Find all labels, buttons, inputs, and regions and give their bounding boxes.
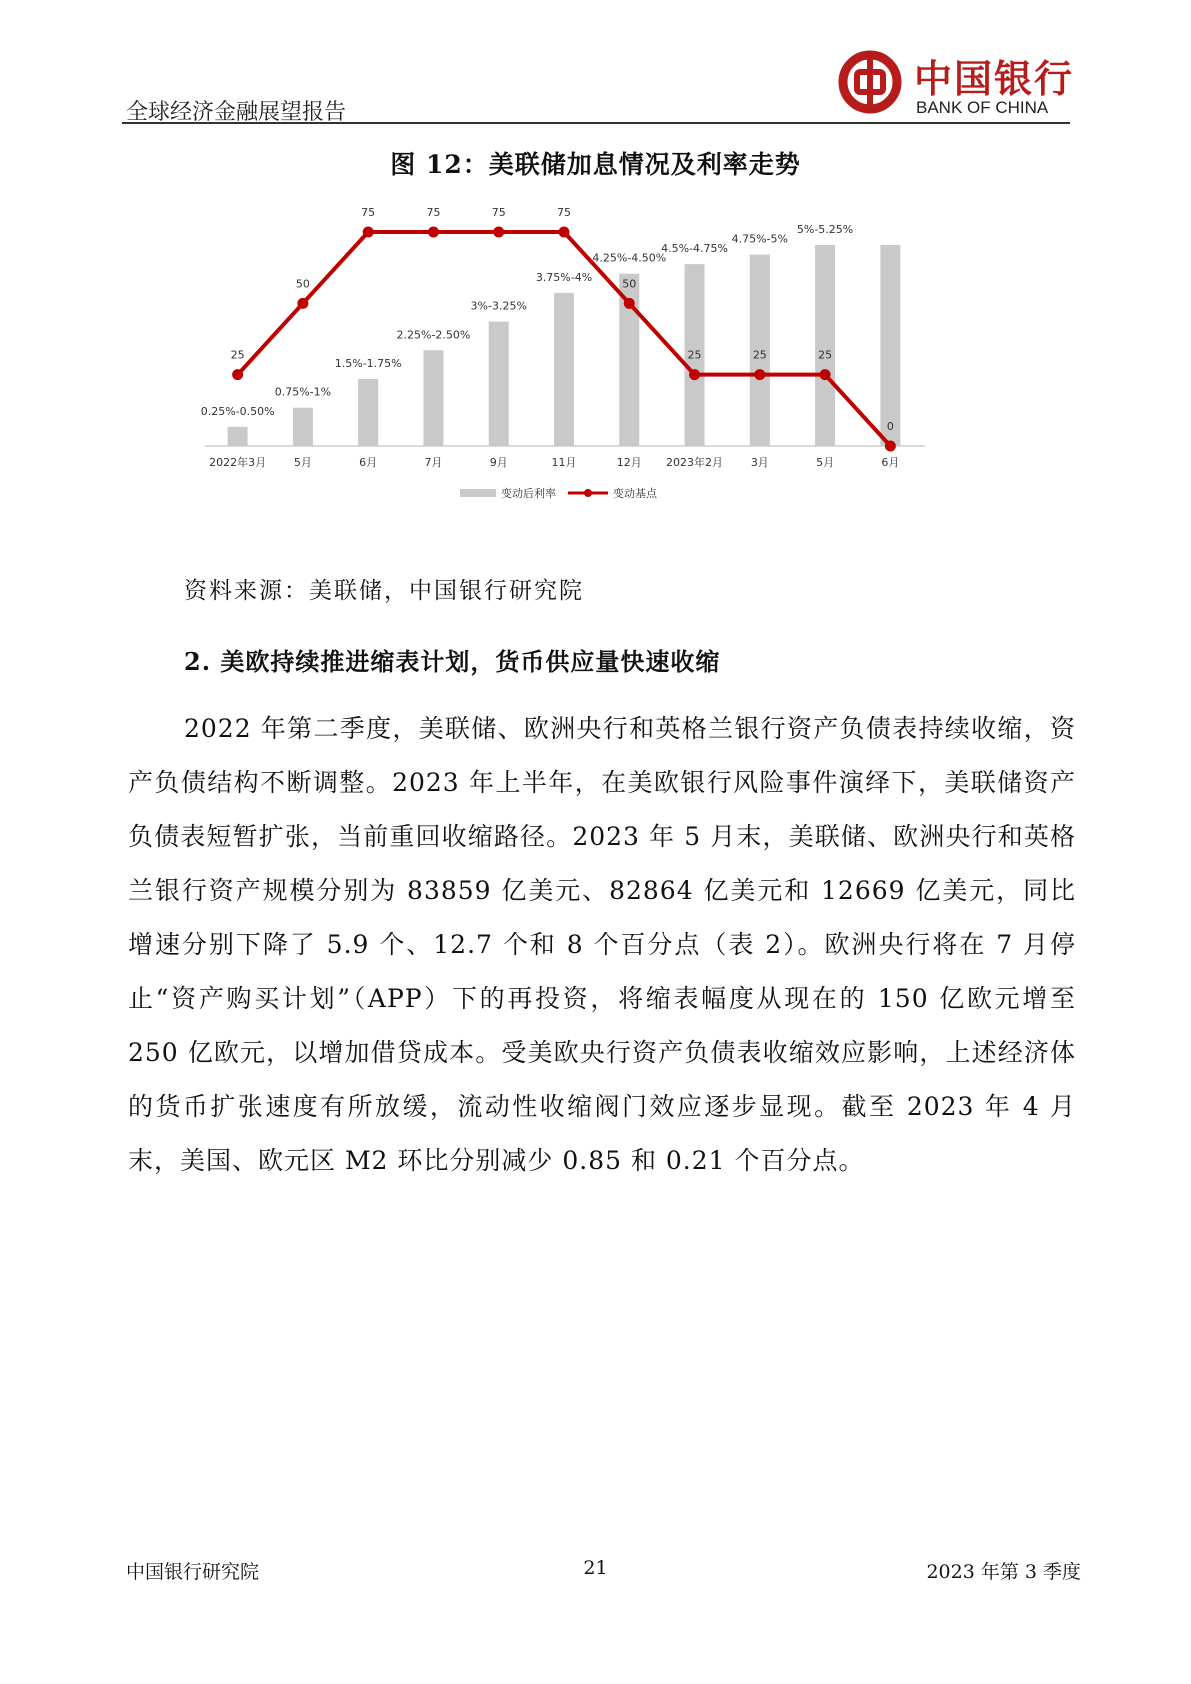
logo-chinese-text: 中国银行 bbox=[914, 56, 1075, 101]
rate-hike-chart bbox=[195, 200, 995, 550]
footer-period: 2023 年第 3 季度 bbox=[926, 1561, 1081, 1583]
line-data-label: 75 bbox=[557, 206, 571, 219]
line-data-label: 25 bbox=[687, 348, 702, 362]
x-tick-label: 2023年2月 bbox=[666, 456, 724, 469]
bank-logo bbox=[838, 48, 1074, 122]
bar-data-label: 4.5%-4.75% bbox=[661, 242, 728, 256]
x-tick-label: 5月 bbox=[293, 456, 312, 469]
bar-data-label: 0.75%-1% bbox=[274, 385, 332, 399]
line-data-label: 0 bbox=[886, 420, 894, 433]
body-paragraph: 2022 年第二季度，美联储、欧洲央行和英格兰银行资产负债表持续收缩，资产负债结构不断调整。2023 年上半年，在美欧银行风险事件演绎下，美联储资产负债表短暂扩张，当前重回收缩路径。2023 年 5 月末，美联储、欧洲央行和英格兰银行资产规模分别为 83859 亿美元、82864 亿美元和 12669 亿美元，同比增速分别下降了 5.9 个、12.7 个和 8 个百分点（表 2）。欧洲央行将在 7 月停止“资产购买计划”（APP）下的再投资，将缩表幅度从现在的 150 亿欧元增至 250 亿欧元，以增加借贷成本。受美欧央行资产负债表收缩效应影响，上述经济体的货币扩张速度有所放缓，流动性收缩阀门效应逐步显现。截至 2023 年 4 月末，美国、欧元区 M2 环比分别减少 0.85 和 0.21 个百分点。 bbox=[128, 714, 1076, 1175]
logo-english-text: BANK OF CHINA bbox=[916, 98, 1049, 117]
page-number: 21 bbox=[583, 1557, 608, 1579]
x-tick-label: 3月 bbox=[750, 456, 769, 469]
header-divider bbox=[122, 122, 1070, 124]
x-tick-label: 5月 bbox=[816, 456, 835, 469]
bar bbox=[293, 408, 313, 446]
line-data-label: 50 bbox=[295, 277, 310, 291]
bar bbox=[880, 245, 900, 446]
bar-data-label: 4.75%-5% bbox=[731, 232, 789, 246]
line-point bbox=[559, 227, 570, 238]
bar bbox=[358, 379, 378, 446]
legend-bar-swatch bbox=[460, 489, 496, 497]
section-heading: 2. 美欧持续推进缩表计划，货币供应量快速收缩 bbox=[184, 647, 721, 676]
bar bbox=[815, 245, 835, 446]
line-data-label: 50 bbox=[622, 277, 637, 291]
line-point bbox=[885, 441, 896, 452]
line-point bbox=[297, 298, 308, 309]
line-data-label: 75 bbox=[426, 206, 441, 219]
bar bbox=[489, 322, 509, 446]
line-data-label: 75 bbox=[361, 206, 376, 219]
x-tick-label: 11月 bbox=[551, 456, 577, 469]
x-tick-label: 9月 bbox=[489, 456, 508, 469]
line-data-label: 25 bbox=[230, 348, 245, 362]
legend-line-marker bbox=[584, 489, 592, 497]
figure-source: 资料来源：美联储，中国银行研究院 bbox=[184, 578, 584, 604]
x-tick-label: 12月 bbox=[616, 456, 642, 469]
bar bbox=[554, 293, 574, 446]
bar-data-label: 5%-5.25% bbox=[796, 223, 854, 236]
legend-bar-label: 变动后利率 bbox=[501, 487, 556, 500]
legend-line-label: 变动基点 bbox=[613, 487, 657, 500]
bar-data-label: 4.25%-4.50% bbox=[592, 251, 667, 265]
line-point bbox=[820, 369, 831, 380]
figure-title: 图 12：美联储加息情况及利率走势 bbox=[390, 150, 801, 179]
line-point bbox=[624, 298, 635, 309]
bar bbox=[228, 427, 248, 446]
bank-of-china-emblem-icon bbox=[838, 50, 902, 114]
line-point bbox=[493, 227, 504, 238]
bar-data-label: 1.5%-1.75% bbox=[334, 357, 402, 370]
footer-org: 中国银行研究院 bbox=[126, 1561, 260, 1583]
line-point bbox=[428, 227, 439, 238]
line-point bbox=[232, 369, 243, 380]
bar-data-label: 3%-3.25% bbox=[470, 299, 527, 313]
bar-data-label: 0.25%-0.50% bbox=[200, 404, 275, 418]
bar-data-label: 3.75%-4% bbox=[535, 270, 593, 284]
line-data-label: 25 bbox=[818, 348, 833, 362]
x-tick-label: 6月 bbox=[881, 456, 900, 469]
bar bbox=[423, 350, 443, 446]
line-point bbox=[689, 369, 700, 380]
x-tick-label: 2022年3月 bbox=[209, 456, 267, 469]
line-data-label: 25 bbox=[752, 348, 767, 362]
line-point bbox=[363, 227, 374, 238]
report-title: 全球经济金融展望报告 bbox=[126, 100, 347, 125]
line-data-label: 75 bbox=[491, 206, 506, 219]
bar-data-label: 2.25%-2.50% bbox=[396, 328, 471, 342]
x-tick-label: 6月 bbox=[359, 456, 378, 469]
x-tick-label: 7月 bbox=[424, 456, 443, 469]
line-point bbox=[754, 369, 765, 380]
